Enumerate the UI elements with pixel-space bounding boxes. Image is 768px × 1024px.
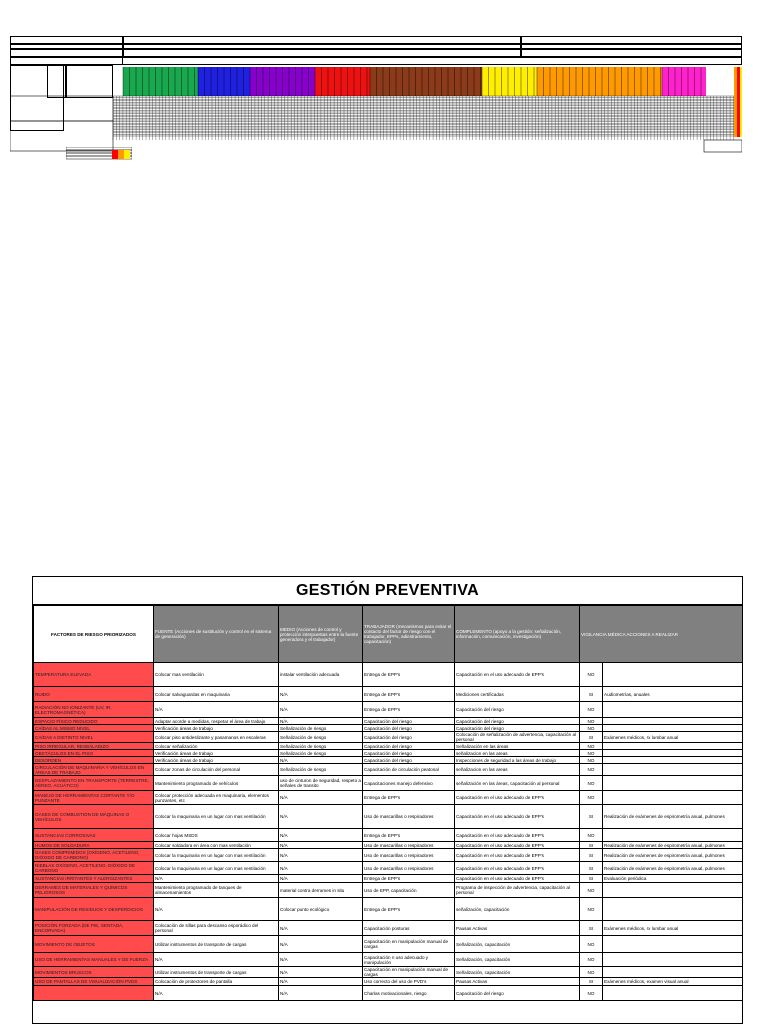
- trabajador-cell: Uso de mascarillas o respiradores: [363, 862, 455, 875]
- factor-cell: OBSTÁCULOS EN EL PISO: [34, 750, 154, 757]
- trabajador-cell: Capacitación del riesgo: [363, 725, 455, 732]
- medio-cell: N/A: [279, 805, 363, 829]
- factor-cell: GASES COMPRIMIDOS (OXÍGENO, ACETILENO, DIÓXIDO DE CARBONO): [34, 849, 154, 862]
- complemento-cell: Capacitación en el uso adecuado de EPP's: [455, 842, 580, 849]
- medio-cell: N/A: [279, 791, 363, 805]
- complemento-cell: Colocación de señalización de advertencia, capacitación al personal: [455, 732, 580, 743]
- fuente-cell: Utilizar instrumentos de transporte de cargas: [154, 936, 279, 953]
- factor-cell: TEMPERATURA ELEVADA: [34, 663, 154, 687]
- medio-cell: N/A: [279, 702, 363, 718]
- vigilancia-accion: [603, 791, 744, 805]
- matrix-color-group-green: [123, 67, 198, 96]
- complemento-cell: Capacitación del riesgo: [455, 725, 580, 732]
- factor-cell: MOVIMIENTO DE OBJETOS: [34, 936, 154, 953]
- trabajador-cell: Entrega de EPP's: [363, 875, 455, 883]
- fuente-cell: N/A: [154, 702, 279, 718]
- factor-cell: MANEJO DE HERRAMIENTAS CORTANTE Y/O PUNZANTE: [34, 791, 154, 805]
- trabajador-cell: Entrega de EPP's: [363, 898, 455, 921]
- vigilancia-accion: Exámenes médicos, rx lumbar anual: [603, 732, 744, 743]
- complemento-cell: Capacitación del riesgo: [455, 718, 580, 725]
- risk-matrix-preview: [10, 36, 742, 164]
- complemento-cell: Capacitación del riesgo: [455, 702, 580, 718]
- factor-cell: [34, 986, 154, 1001]
- medio-cell: Señalización de riesgo: [279, 732, 363, 743]
- complemento-cell: Señalización, capacitación: [455, 967, 580, 978]
- table-row: [34, 663, 744, 687]
- factor-cell: DESPLAZAMIENTO EN TRANSPORTE (TERRESTRE, AÉREO, ACUÁTICO): [34, 776, 154, 791]
- vigilancia-flag: SI: [580, 875, 603, 883]
- table-row: [34, 883, 744, 898]
- fuente-cell: Colocación de sillas para descanso esporádico del personal: [154, 921, 279, 936]
- factor-cell: DESORDEN: [34, 757, 154, 764]
- medio-cell: N/A: [279, 862, 363, 875]
- complemento-cell: Capacitación del riesgo: [455, 986, 580, 1001]
- fuente-cell: Verificación áreas de trabajo: [154, 725, 279, 732]
- fuente-cell: Utilizar instrumentos de transporte de cargas: [154, 967, 279, 978]
- vigilancia-accion: Evaluación periódica: [603, 875, 744, 883]
- medio-cell: Colocar punto ecológico: [279, 898, 363, 921]
- complemento-cell: Señalización en las áreas: [455, 743, 580, 750]
- vigilancia-accion: [603, 967, 744, 978]
- vigilancia-flag: SI: [580, 732, 603, 743]
- vigilancia-flag: NO: [580, 936, 603, 953]
- complemento-cell: Inspecciones de seguridad a las áreas de trabajo: [455, 757, 580, 764]
- trabajador-cell: Capacitación del riesgo: [363, 757, 455, 764]
- fuente-cell: Colocar salvaguardas en maquinaria: [154, 687, 279, 702]
- vigilancia-accion: [603, 757, 744, 764]
- complemento-cell: Capacitación en el uso adecuado de EPP's: [455, 791, 580, 805]
- table-row: [34, 764, 744, 776]
- vigilancia-accion: Realización de exámenes de espirometría anual, pulmones: [603, 842, 744, 849]
- trabajador-cell: Entrega de EPP's: [363, 702, 455, 718]
- trabajador-cell: Entrega de EPP's: [363, 687, 455, 702]
- fuente-cell: Verificación áreas de trabajo: [154, 750, 279, 757]
- vigilancia-flag: NO: [580, 776, 603, 791]
- trabajador-cell: Capacitación en manipulación manual de cargas: [363, 936, 455, 953]
- complemento-cell: señalización en las áreas, capacitación al personal: [455, 776, 580, 791]
- factor-cell: RADIACIÓN NO IONIZANTE (UV, IR, ELECTROMAGNÉTICA): [34, 702, 154, 718]
- matrix-legend: [66, 147, 132, 163]
- vigilancia-accion: [603, 898, 744, 921]
- complemento-cell: Capacitación en el uso adecuado de EPP's: [455, 663, 580, 687]
- trabajador-cell: Entrega de EPP's: [363, 791, 455, 805]
- vigilancia-flag: NO: [580, 757, 603, 764]
- factor-cell: DERRAMES DE MATERIALES Y QUÍMICOS PELIGROSOS: [34, 883, 154, 898]
- fuente-cell: Mantenimiento programado de vehículos: [154, 776, 279, 791]
- table-header-row: [34, 606, 744, 663]
- fuente-cell: Adaptar acorde a medidas, respetar el área de trabajo: [154, 718, 279, 725]
- vigilancia-accion: [603, 829, 744, 842]
- trabajador-cell: Capacitación en manipulación manual de cargas: [363, 967, 455, 978]
- table-row: [34, 750, 744, 757]
- complemento-cell: Señalización, capacitación: [455, 953, 580, 967]
- medio-cell: Señalización de riesgo: [279, 764, 363, 776]
- trabajador-cell: Capacitación del riesgo: [363, 743, 455, 750]
- fuente-cell: Colocar zonas de circulación del personal: [154, 764, 279, 776]
- complemento-cell: Pausas Activas: [455, 978, 580, 986]
- vigilancia-flag: NO: [580, 663, 603, 687]
- factor-cell: USO DE PANTALLAS DE VISUALIZACIÓN PVDS: [34, 978, 154, 986]
- vigilancia-accion: [603, 764, 744, 776]
- matrix-color-group-brown: [370, 67, 482, 96]
- vigilancia-accion: [603, 718, 744, 725]
- factor-cell: ESPACIO FÍSICO REDUCIDO: [34, 718, 154, 725]
- trabajador-cell: Capacitación posturas: [363, 921, 455, 936]
- medio-cell: instalar ventilación adecuada: [279, 663, 363, 687]
- table-row: [34, 898, 744, 921]
- vigilancia-accion: [603, 936, 744, 953]
- complemento-cell: señalizacion en las areas: [455, 764, 580, 776]
- fuente-cell: N/A: [154, 986, 279, 1001]
- complemento-cell: Programa de inspección de advertencia, capacitación al personal: [455, 883, 580, 898]
- legend-swatches: [66, 147, 132, 163]
- table-row: [34, 842, 744, 849]
- fuente-cell: N/A: [154, 875, 279, 883]
- factor-cell: SUSTANCIAS IRRITANTES Y ALERGIZANTES: [34, 875, 154, 883]
- fuente-cell: Colocar señalización: [154, 743, 279, 750]
- vigilancia-flag: SI: [580, 805, 603, 829]
- medio-cell: N/A: [279, 718, 363, 725]
- factor-cell: POSICIÓN FORZADA (DE PIE, SENTADA, ENCORVADA): [34, 921, 154, 936]
- complemento-cell: Pausas Activas: [455, 921, 580, 936]
- fuente-cell: N/A: [154, 898, 279, 921]
- factor-cell: CAÍDAS AL MISMO NIVEL: [34, 725, 154, 732]
- fuente-cell: Colocación de protectores de pantalla: [154, 978, 279, 986]
- vigilancia-flag: NO: [580, 953, 603, 967]
- table-row: [34, 921, 744, 936]
- fuente-cell: Colocar la maquinaria en un lugar con mas ventilación: [154, 849, 279, 862]
- factor-cell: CAÍDAS A DISTINTO NIVEL: [34, 732, 154, 743]
- vigilancia-flag: SI: [580, 921, 603, 936]
- vigilancia-flag: NO: [580, 829, 603, 842]
- vigilancia-accion: Audiometrías, anuales: [603, 687, 744, 702]
- medio-cell: material contra derrames in situ: [279, 883, 363, 898]
- table-row: [34, 718, 744, 725]
- fuente-cell: Colocar protección adecuada en maquinaria, elementos punzantes, etc: [154, 791, 279, 805]
- fuente-cell: Colocar la maquinaria en un lugar con mas ventilación: [154, 862, 279, 875]
- table-row: [34, 936, 744, 953]
- trabajador-cell: Capacitación de circulación peatonal: [363, 764, 455, 776]
- medio-cell: N/A: [279, 936, 363, 953]
- complemento-cell: Capacitación en el uso adecuado de EPP's: [455, 862, 580, 875]
- table-row: [34, 757, 744, 764]
- matrix-colored-columns: [10, 36, 742, 164]
- gestion-grid: [33, 605, 743, 1001]
- medio-cell: N/A: [279, 986, 363, 1001]
- factor-cell: SUSTANCIAS CORROSIVAS: [34, 829, 154, 842]
- trabajador-cell: Capacitación del riesgo: [363, 732, 455, 743]
- vigilancia-flag: SI: [580, 849, 603, 862]
- vigilancia-flag: NO: [580, 750, 603, 757]
- vigilancia-flag: NO: [580, 725, 603, 732]
- medio-cell: N/A: [279, 757, 363, 764]
- factor-cell: PISO IRREGULAR, RESBALADIZO: [34, 743, 154, 750]
- complemento-cell: Capacitación en el uso adecuado de EPP's: [455, 849, 580, 862]
- factor-cell: GASES DE COMBUSTIÓN DE MÁQUINAS O VEHÍCULOS: [34, 805, 154, 829]
- fuente-cell: Mantenimiento programado de tanques de almacenamientos: [154, 883, 279, 898]
- matrix-color-group-yellow: [482, 67, 537, 96]
- medio-cell: N/A: [279, 842, 363, 849]
- vigilancia-flag: SI: [580, 842, 603, 849]
- header-fuente: FUENTE (Acciones de sustitución y control en el sistema de generación): [154, 606, 279, 663]
- medio-cell: N/A: [279, 849, 363, 862]
- table-row: [34, 687, 744, 702]
- table-row: [34, 986, 744, 1001]
- header-vigilancia: VIGILANCIA MÉDICA ACCIONES A REALIZAR: [580, 606, 744, 663]
- factor-cell: MANIPULACIÓN DE RESIDUOS Y DESPERDICIOS: [34, 898, 154, 921]
- vigilancia-accion: [603, 750, 744, 757]
- table-row: [34, 791, 744, 805]
- trabajador-cell: Uso de mascarillas o respiradores: [363, 842, 455, 849]
- table-row: [34, 702, 744, 718]
- vigilancia-flag: NO: [580, 967, 603, 978]
- medio-cell: Señalización de riesgo: [279, 750, 363, 757]
- complemento-cell: Mediciones certificadas: [455, 687, 580, 702]
- trabajador-cell: Capacitaciones manejo defensivo: [363, 776, 455, 791]
- gestion-preventiva-table: [32, 576, 743, 1024]
- table-row: [34, 725, 744, 732]
- fuente-cell: Colocar la maquinaria en un lugar con mas ventilación: [154, 805, 279, 829]
- vigilancia-flag: SI: [580, 862, 603, 875]
- medio-cell: N/A: [279, 978, 363, 986]
- header-medio: MEDIO (Acciones de control y protección interpuestas entre la fuente generadora y el trabajador): [279, 606, 363, 663]
- fuente-cell: Colocar mas ventilación: [154, 663, 279, 687]
- table-row: [34, 805, 744, 829]
- trabajador-cell: Uso de EPP, capacitación: [363, 883, 455, 898]
- vigilancia-accion: [603, 663, 744, 687]
- gestion-title: GESTIÓN PREVENTIVA: [33, 577, 742, 605]
- vigilancia-accion: Realización de exámenes de espirometría anual, pulmones: [603, 805, 744, 829]
- vigilancia-accion: [603, 725, 744, 732]
- vigilancia-accion: [603, 953, 744, 967]
- trabajador-cell: Entrega de EPP's: [363, 829, 455, 842]
- header-trabajador: TRABAJADOR (mecanismos para evitar el contacto del factor de riesgo con el trabajador, EPPs, adiestramiento, capacitación): [363, 606, 455, 663]
- table-row: [34, 978, 744, 986]
- table-row: [34, 875, 744, 883]
- table-row: [34, 849, 744, 862]
- factor-cell: NIEBLAS OXÍGENO, ACETILENO, DIÓXIDO DE CARBONO: [34, 862, 154, 875]
- vigilancia-accion: Exámenes médicos, rx lumbar anual: [603, 921, 744, 936]
- complemento-cell: Capacitación en el uso adecuado de EPP's: [455, 875, 580, 883]
- vigilancia-flag: NO: [580, 702, 603, 718]
- trabajador-cell: Charlas motivacionales, riesgo: [363, 986, 455, 1001]
- header-factores: FACTORES DE RIESGO PRIORIZADOS: [34, 606, 154, 663]
- medio-cell: Señalización de riesgo: [279, 743, 363, 750]
- trabajador-cell: Uso de mascarillas o respiradores: [363, 805, 455, 829]
- table-row: [34, 732, 744, 743]
- complemento-cell: Señalización, capacitación: [455, 936, 580, 953]
- vigilancia-flag: NO: [580, 791, 603, 805]
- vigilancia-flag: NO: [580, 764, 603, 776]
- factor-cell: HUMOS DE SOLDADURA: [34, 842, 154, 849]
- medio-cell: uso de cinturon de seguridad, respeto a señales de transito: [279, 776, 363, 791]
- matrix-color-group-orange: [537, 67, 662, 96]
- trabajador-cell: Capacitación del riesgo: [363, 750, 455, 757]
- vigilancia-flag: SI: [580, 978, 603, 986]
- vigilancia-accion: Realización de exámenes de espirometría anual, pulmones: [603, 849, 744, 862]
- fuente-cell: Colocar piso antideslizante y pasamanos en escaleras: [154, 732, 279, 743]
- vigilancia-accion: [603, 883, 744, 898]
- table-row: [34, 967, 744, 978]
- complemento-cell: señalización, capacitación: [455, 898, 580, 921]
- vigilancia-flag: NO: [580, 898, 603, 921]
- factor-cell: RUIDO: [34, 687, 154, 702]
- medio-cell: N/A: [279, 875, 363, 883]
- medio-cell: Señalización de riesgo: [279, 725, 363, 732]
- medio-cell: N/A: [279, 829, 363, 842]
- vigilancia-flag: NO: [580, 743, 603, 750]
- vigilancia-accion: [603, 986, 744, 1001]
- vigilancia-accion: [603, 776, 744, 791]
- trabajador-cell: Uso de mascarillas o respiradores: [363, 849, 455, 862]
- trabajador-cell: Capacitación n uso adecuado y manipulación: [363, 953, 455, 967]
- table-row: [34, 829, 744, 842]
- complemento-cell: Capacitación en el uso adecuado de EPP's: [455, 805, 580, 829]
- fuente-cell: Colocar hojas MSDS: [154, 829, 279, 842]
- table-row: [34, 862, 744, 875]
- factor-cell: MOVIMIENTOS BRUSCOS: [34, 967, 154, 978]
- medio-cell: N/A: [279, 953, 363, 967]
- vigilancia-accion: Realización de exámenes de espirometría anual, pulmones: [603, 862, 744, 875]
- vigilancia-accion: [603, 702, 744, 718]
- vigilancia-flag: NO: [580, 883, 603, 898]
- complemento-cell: señalizacion en las areas: [455, 750, 580, 757]
- header-complemento: COMPLEMENTO (apoyo a la gestión: señalización, información, comunicación, investigación): [455, 606, 580, 663]
- medio-cell: N/A: [279, 921, 363, 936]
- vigilancia-flag: NO: [580, 986, 603, 1001]
- vigilancia-accion: [603, 743, 744, 750]
- complemento-cell: Capacitación en el uso adecuado de EPP's: [455, 829, 580, 842]
- medio-cell: N/A: [279, 687, 363, 702]
- fuente-cell: N/A: [154, 953, 279, 967]
- fuente-cell: Verificación áreas de trabajo: [154, 757, 279, 764]
- vigilancia-accion: Exámenes médicos, examen visual anual: [603, 978, 744, 986]
- vigilancia-flag: NO: [580, 718, 603, 725]
- table-row: [34, 776, 744, 791]
- matrix-color-group-red: [315, 67, 370, 96]
- trabajador-cell: Uso correcto del uso de PVD's: [363, 978, 455, 986]
- factor-cell: USO DE HERRAMIENTAS MANUALES Y DE FUERZA: [34, 953, 154, 967]
- medio-cell: N/A: [279, 967, 363, 978]
- trabajador-cell: Entrega de EPP's: [363, 663, 455, 687]
- table-row: [34, 743, 744, 750]
- factor-cell: CIRCULACIÓN DE MAQUINARIA Y VEHÍCULOS EN ÁREAS DE TRABAJO: [34, 764, 154, 776]
- trabajador-cell: Capacitación del riesgo: [363, 718, 455, 725]
- table-row: [34, 953, 744, 967]
- vigilancia-flag: SI: [580, 687, 603, 702]
- fuente-cell: Colocar soldadora en área con mas ventilación: [154, 842, 279, 849]
